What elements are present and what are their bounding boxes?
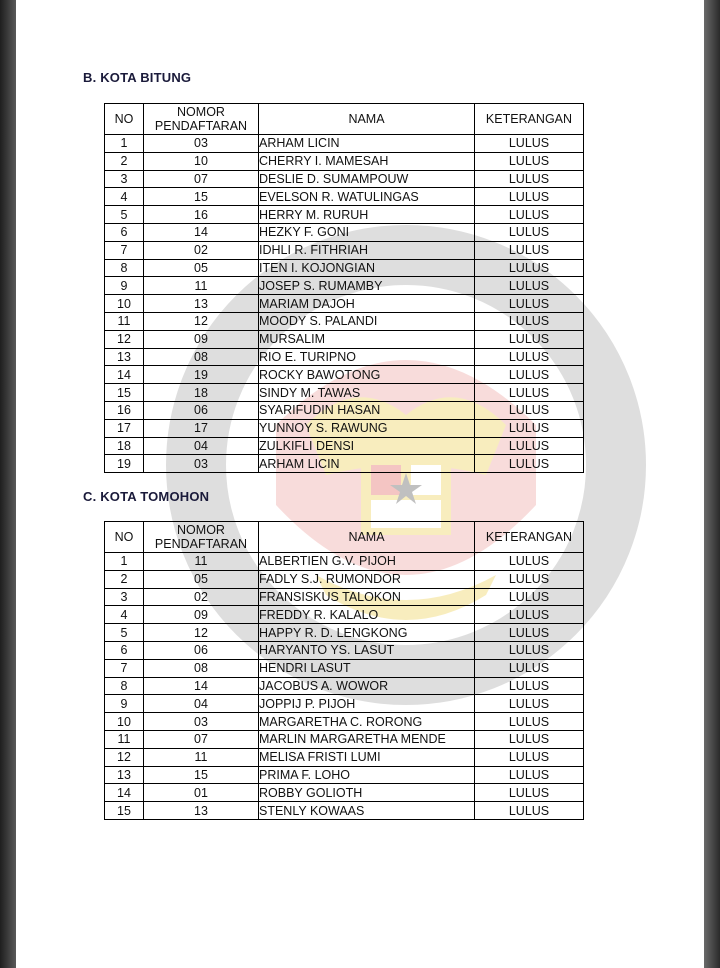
cell-no: 3 <box>105 170 144 188</box>
cell-no: 16 <box>105 401 144 419</box>
cell-nama: MURSALIM <box>259 330 475 348</box>
cell-no: 7 <box>105 241 144 259</box>
table-row <box>105 135 584 153</box>
table-row <box>105 748 584 766</box>
table-header-row <box>105 104 584 135</box>
cell-keterangan: LULUS <box>475 330 584 348</box>
cell-no: 7 <box>105 659 144 677</box>
cell-nomor-pendaftaran: 11 <box>144 553 259 571</box>
cell-nama: SYARIFUDIN HASAN <box>259 401 475 419</box>
cell-nomor-pendaftaran: 08 <box>144 659 259 677</box>
cell-keterangan: LULUS <box>475 170 584 188</box>
cell-nomor-pendaftaran: 07 <box>144 170 259 188</box>
cell-no: 3 <box>105 588 144 606</box>
cell-keterangan: LULUS <box>475 312 584 330</box>
cell-keterangan: LULUS <box>475 152 584 170</box>
table-row <box>105 659 584 677</box>
table-row <box>105 366 584 384</box>
header-no: NO <box>105 104 144 135</box>
cell-nomor-pendaftaran: 05 <box>144 570 259 588</box>
cell-nomor-pendaftaran: 03 <box>144 713 259 731</box>
cell-nomor-pendaftaran: 06 <box>144 401 259 419</box>
cell-nomor-pendaftaran: 03 <box>144 135 259 153</box>
cell-no: 1 <box>105 135 144 153</box>
cell-nama: MELISA FRISTI LUMI <box>259 748 475 766</box>
cell-keterangan: LULUS <box>475 401 584 419</box>
cell-nomor-pendaftaran: 04 <box>144 437 259 455</box>
cell-no: 5 <box>105 624 144 642</box>
cell-nama: FADLY S.J. RUMONDOR <box>259 570 475 588</box>
table-header-row <box>105 522 584 553</box>
table-row <box>105 312 584 330</box>
table-row <box>105 713 584 731</box>
cell-nama: JOPPIJ P. PIJOH <box>259 695 475 713</box>
table-row <box>105 588 584 606</box>
cell-nama: IDHLI R. FITHRIAH <box>259 241 475 259</box>
cell-nama: MARLIN MARGARETHA MENDE <box>259 730 475 748</box>
cell-keterangan: LULUS <box>475 384 584 402</box>
cell-keterangan: LULUS <box>475 277 584 295</box>
cell-nama: DESLIE D. SUMAMPOUW <box>259 170 475 188</box>
header-nomor-pendaftaran: NOMOR PENDAFTARAN <box>144 104 259 135</box>
table-row <box>105 384 584 402</box>
cell-nama: ARHAM LICIN <box>259 135 475 153</box>
cell-nomor-pendaftaran: 13 <box>144 802 259 820</box>
cell-nama: MARGARETHA C. RORONG <box>259 713 475 731</box>
cell-nama: HARYANTO YS. LASUT <box>259 641 475 659</box>
cell-keterangan: LULUS <box>475 659 584 677</box>
cell-keterangan: LULUS <box>475 366 584 384</box>
cell-keterangan: LULUS <box>475 695 584 713</box>
table-row <box>105 259 584 277</box>
cell-keterangan: LULUS <box>475 188 584 206</box>
cell-nomor-pendaftaran: 15 <box>144 766 259 784</box>
cell-keterangan: LULUS <box>475 348 584 366</box>
cell-no: 15 <box>105 384 144 402</box>
table-row <box>105 188 584 206</box>
cell-nama: JOSEP S. RUMAMBY <box>259 277 475 295</box>
cell-no: 4 <box>105 606 144 624</box>
cell-no: 2 <box>105 152 144 170</box>
cell-no: 10 <box>105 295 144 313</box>
cell-no: 5 <box>105 206 144 224</box>
table-row <box>105 223 584 241</box>
table-row <box>105 277 584 295</box>
cell-nama: FRANSISKUS TALOKON <box>259 588 475 606</box>
cell-nama: ALBERTIEN G.V. PIJOH <box>259 553 475 571</box>
cell-nama: ROBBY GOLIOTH <box>259 784 475 802</box>
table-row <box>105 766 584 784</box>
cell-keterangan: LULUS <box>475 135 584 153</box>
cell-keterangan: LULUS <box>475 437 584 455</box>
cell-keterangan: LULUS <box>475 641 584 659</box>
cell-nomor-pendaftaran: 07 <box>144 730 259 748</box>
cell-no: 1 <box>105 553 144 571</box>
viewer-right-edge <box>704 0 720 968</box>
cell-nomor-pendaftaran: 09 <box>144 330 259 348</box>
table-row <box>105 784 584 802</box>
cell-keterangan: LULUS <box>475 241 584 259</box>
table-row <box>105 330 584 348</box>
cell-no: 9 <box>105 277 144 295</box>
cell-no: 19 <box>105 455 144 473</box>
cell-nama: JACOBUS A. WOWOR <box>259 677 475 695</box>
table-row <box>105 624 584 642</box>
table-row <box>105 641 584 659</box>
table-row <box>105 206 584 224</box>
cell-keterangan: LULUS <box>475 553 584 571</box>
cell-no: 6 <box>105 223 144 241</box>
cell-keterangan: LULUS <box>475 766 584 784</box>
table-row <box>105 419 584 437</box>
header-no: NO <box>105 522 144 553</box>
cell-nama: SINDY M. TAWAS <box>259 384 475 402</box>
table-row <box>105 677 584 695</box>
cell-nomor-pendaftaran: 09 <box>144 606 259 624</box>
cell-no: 14 <box>105 784 144 802</box>
cell-nomor-pendaftaran: 15 <box>144 188 259 206</box>
table-kota-bitung <box>104 103 584 473</box>
table-row <box>105 606 584 624</box>
cell-nama: HENDRI LASUT <box>259 659 475 677</box>
table-body <box>105 553 584 820</box>
table-row <box>105 802 584 820</box>
section-title-kota-bitung: B. KOTA BITUNG <box>83 70 192 85</box>
cell-keterangan: LULUS <box>475 570 584 588</box>
cell-nama: EVELSON R. WATULINGAS <box>259 188 475 206</box>
table-row <box>105 152 584 170</box>
table-row <box>105 437 584 455</box>
cell-nama: RIO E. TURIPNO <box>259 348 475 366</box>
cell-nama: FREDDY R. KALALO <box>259 606 475 624</box>
cell-no: 11 <box>105 730 144 748</box>
cell-keterangan: LULUS <box>475 730 584 748</box>
cell-keterangan: LULUS <box>475 802 584 820</box>
cell-keterangan: LULUS <box>475 206 584 224</box>
cell-nomor-pendaftaran: 12 <box>144 312 259 330</box>
cell-nomor-pendaftaran: 06 <box>144 641 259 659</box>
cell-keterangan: LULUS <box>475 295 584 313</box>
cell-keterangan: LULUS <box>475 588 584 606</box>
cell-no: 12 <box>105 748 144 766</box>
cell-nama: CHERRY I. MAMESAH <box>259 152 475 170</box>
header-nomor-pendaftaran: NOMOR PENDAFTARAN <box>144 522 259 553</box>
cell-keterangan: LULUS <box>475 713 584 731</box>
cell-keterangan: LULUS <box>475 259 584 277</box>
table-kota-tomohon <box>104 521 584 820</box>
cell-nomor-pendaftaran: 17 <box>144 419 259 437</box>
header-keterangan: KETERANGAN <box>475 522 584 553</box>
cell-nomor-pendaftaran: 03 <box>144 455 259 473</box>
table-row <box>105 348 584 366</box>
table-row <box>105 730 584 748</box>
table-row <box>105 241 584 259</box>
cell-nomor-pendaftaran: 02 <box>144 241 259 259</box>
cell-no: 10 <box>105 713 144 731</box>
table-row <box>105 570 584 588</box>
viewer-left-edge <box>0 0 16 968</box>
cell-nomor-pendaftaran: 18 <box>144 384 259 402</box>
cell-nama: MARIAM DAJOH <box>259 295 475 313</box>
header-nama: NAMA <box>259 104 475 135</box>
cell-no: 8 <box>105 677 144 695</box>
cell-no: 4 <box>105 188 144 206</box>
cell-keterangan: LULUS <box>475 784 584 802</box>
cell-nama: STENLY KOWAAS <box>259 802 475 820</box>
cell-nomor-pendaftaran: 19 <box>144 366 259 384</box>
cell-nomor-pendaftaran: 02 <box>144 588 259 606</box>
cell-nomor-pendaftaran: 08 <box>144 348 259 366</box>
cell-nama: ARHAM LICIN <box>259 455 475 473</box>
cell-keterangan: LULUS <box>475 624 584 642</box>
cell-no: 9 <box>105 695 144 713</box>
table-row <box>105 170 584 188</box>
cell-keterangan: LULUS <box>475 223 584 241</box>
cell-nomor-pendaftaran: 11 <box>144 277 259 295</box>
cell-nama: ROCKY BAWOTONG <box>259 366 475 384</box>
cell-keterangan: LULUS <box>475 419 584 437</box>
cell-nomor-pendaftaran: 10 <box>144 152 259 170</box>
cell-nomor-pendaftaran: 14 <box>144 223 259 241</box>
cell-nomor-pendaftaran: 13 <box>144 295 259 313</box>
cell-nomor-pendaftaran: 16 <box>144 206 259 224</box>
cell-nama: YUNNOY S. RAWUNG <box>259 419 475 437</box>
cell-no: 18 <box>105 437 144 455</box>
cell-no: 12 <box>105 330 144 348</box>
cell-nama: ITEN I. KOJONGIAN <box>259 259 475 277</box>
cell-nomor-pendaftaran: 04 <box>144 695 259 713</box>
cell-no: 17 <box>105 419 144 437</box>
section-title-kota-tomohon: C. KOTA TOMOHON <box>83 489 210 504</box>
cell-nama: MOODY S. PALANDI <box>259 312 475 330</box>
cell-no: 15 <box>105 802 144 820</box>
cell-keterangan: LULUS <box>475 748 584 766</box>
table-row <box>105 695 584 713</box>
cell-no: 14 <box>105 366 144 384</box>
cell-nama: PRIMA F. LOHO <box>259 766 475 784</box>
cell-no: 13 <box>105 348 144 366</box>
cell-no: 13 <box>105 766 144 784</box>
table-row <box>105 401 584 419</box>
cell-nomor-pendaftaran: 14 <box>144 677 259 695</box>
table-row <box>105 553 584 571</box>
cell-nomor-pendaftaran: 12 <box>144 624 259 642</box>
cell-keterangan: LULUS <box>475 677 584 695</box>
header-nama: NAMA <box>259 522 475 553</box>
header-keterangan: KETERANGAN <box>475 104 584 135</box>
table-row <box>105 455 584 473</box>
cell-no: 2 <box>105 570 144 588</box>
cell-keterangan: LULUS <box>475 606 584 624</box>
cell-nama: HERRY M. RURUH <box>259 206 475 224</box>
cell-nomor-pendaftaran: 01 <box>144 784 259 802</box>
cell-no: 8 <box>105 259 144 277</box>
table-body <box>105 135 584 473</box>
cell-no: 6 <box>105 641 144 659</box>
cell-nomor-pendaftaran: 05 <box>144 259 259 277</box>
cell-nama: HAPPY R. D. LENGKONG <box>259 624 475 642</box>
cell-nama: ZULKIFLI DENSI <box>259 437 475 455</box>
cell-nama: HEZKY F. GONI <box>259 223 475 241</box>
cell-keterangan: LULUS <box>475 455 584 473</box>
cell-nomor-pendaftaran: 11 <box>144 748 259 766</box>
cell-no: 11 <box>105 312 144 330</box>
table-row <box>105 295 584 313</box>
